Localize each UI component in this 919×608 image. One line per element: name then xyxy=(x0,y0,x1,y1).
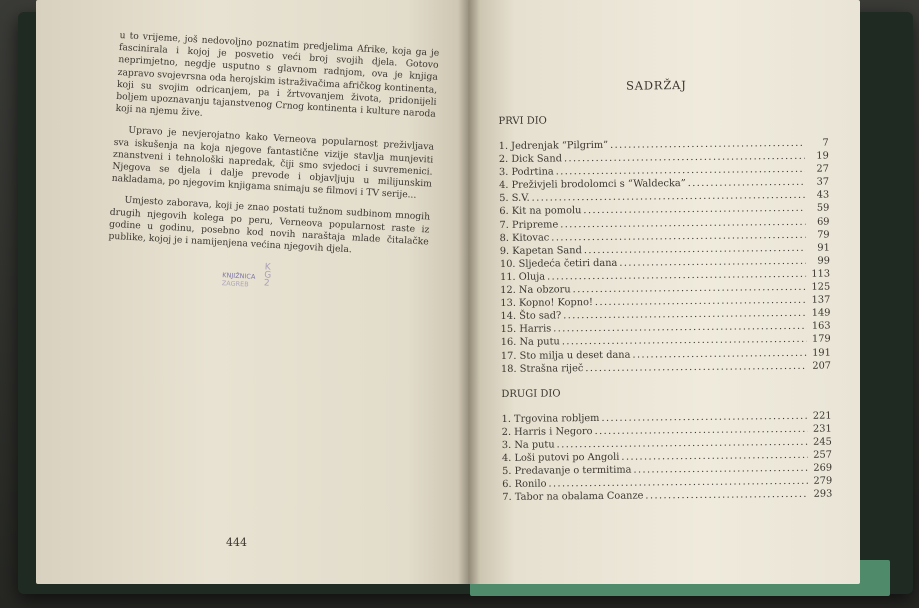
dot-leader xyxy=(594,424,807,437)
dot-leader xyxy=(564,151,805,165)
chapter-title: 1. Trgovina robljem xyxy=(501,412,600,425)
chapter-page: 113 xyxy=(811,268,831,280)
dot-leader xyxy=(584,243,806,256)
chapter-page: 99 xyxy=(817,255,830,267)
dot-leader xyxy=(562,334,807,348)
chapter-page: 137 xyxy=(811,294,831,306)
chapter-page: 293 xyxy=(813,488,833,500)
dot-leader xyxy=(601,410,807,423)
chapter-title: 5. Predavanje o termitima xyxy=(502,464,632,478)
dot-leader xyxy=(560,216,805,230)
chapter-title: 18. Strašna riječ xyxy=(500,362,584,375)
chapter-title: 10. Sljedeća četiri dana xyxy=(499,257,618,270)
chapter-title: 7. Tabor na obalama Coanze xyxy=(502,490,644,504)
toc-title: SADRŽAJ xyxy=(625,78,687,93)
dot-leader xyxy=(610,138,805,151)
chapter-title: 15. Harris xyxy=(500,323,552,336)
chapter-title: 1. Jedrenjak “Pilgrim” xyxy=(498,139,609,152)
stamp-code: K G 2 xyxy=(263,262,275,289)
dot-leader xyxy=(583,203,805,216)
chapter-title: 8. Kitovac xyxy=(499,232,550,244)
section-heading: PRVI DIO xyxy=(498,115,547,127)
dot-leader xyxy=(585,360,807,373)
chapter-title: 4. Preživjeli brodolomci s “Waldecka” xyxy=(499,178,686,192)
chapter-title: 16. Na putu xyxy=(500,336,560,349)
table-of-contents xyxy=(498,77,832,506)
chapter-page: 269 xyxy=(813,462,833,474)
chapter-title: 2. Dick Sand xyxy=(498,153,563,166)
chapter-title: 6. Kit na pomolu xyxy=(499,205,582,218)
chapter-page: 257 xyxy=(813,449,833,461)
toc-entry xyxy=(501,360,831,377)
dot-leader xyxy=(633,463,808,476)
dot-leader xyxy=(595,295,807,308)
dot-leader xyxy=(619,256,806,269)
chapter-page: 59 xyxy=(816,203,830,215)
dot-leader xyxy=(547,269,806,283)
dot-leader xyxy=(563,308,806,322)
section-heading: DRUGI DIO xyxy=(501,388,561,400)
chapter-title: 3. Na putu xyxy=(501,439,555,451)
chapter-page: 149 xyxy=(811,307,831,319)
dot-leader xyxy=(556,164,805,178)
paragraph: u to vrijeme, još nedovoljno poznatim predjelima Afrike, koja ga je fascinirala i kojoj je posvetio veći broj svojih djela. Gotovo neprimjetno, negdje usputno s glavnom radnjom, ova je knjiga zapravo svojevrsna oda herojskim istraživačima afričkog kontinenta, koji su svojim odricanjem, pa i žrtvovanjem života, pridonijeli boljem upoznavanju tajanstvenog Crnog kontinenta i kulture naroda koji na njemu žive. xyxy=(115,30,440,120)
left-page xyxy=(36,0,472,584)
chapter-page: 43 xyxy=(816,189,830,202)
paragraph: Umjesto zaborava, koji je znao postati tužnom sudbinom mnogih drugih njegovih kolega po peru, Verneova popularnost raste iz godine u godinu, posebno kod novih naraštaja mlade čitalačke publike, kojoj je i namijenjena većina njegovih djela. xyxy=(108,194,431,256)
chapter-page: 245 xyxy=(813,436,832,448)
dot-leader xyxy=(573,282,807,295)
paragraph: Upravo je nevjerojatno kako Verneova popularnost preživljava sva iskušenja na koja njegove fantastične vizije stavlja munjeviti znanstveni i tehnološki napredak, čiji smo svjedoci i suvremenici. Njegova se djela i dalje prevode i objavljuju u milijunskim nakladama, po njegovim knjigama snimaju se filmovi i TV serije... xyxy=(111,125,435,202)
dot-leader xyxy=(645,489,808,502)
chapter-page: 37 xyxy=(816,176,830,188)
chapter-page: 79 xyxy=(817,229,830,241)
chapter-title: 11. Oluja xyxy=(500,271,546,283)
dot-leader xyxy=(551,229,805,243)
chapter-page: 191 xyxy=(812,347,831,359)
chapter-title: 9. Kapetan Sand xyxy=(499,244,582,257)
dot-leader xyxy=(688,177,805,189)
chapter-page: 279 xyxy=(813,475,833,487)
chapter-page: 231 xyxy=(812,423,832,435)
chapter-page: 221 xyxy=(812,410,832,422)
dot-leader xyxy=(553,321,806,335)
chapter-title: 12. Na obzoru xyxy=(500,284,571,297)
toc-sections xyxy=(498,113,832,506)
dot-leader xyxy=(548,476,808,490)
toc-section xyxy=(498,113,831,377)
book-gutter xyxy=(458,0,480,584)
toc-section xyxy=(501,385,832,505)
chapter-title: 5. S.V. xyxy=(499,193,530,205)
dot-leader xyxy=(532,190,806,204)
chapter-page: 27 xyxy=(816,163,830,175)
library-stamp xyxy=(221,262,275,289)
stamp-line: ZAGREB xyxy=(221,279,249,289)
chapter-page: 207 xyxy=(812,360,832,372)
page-number: 444 xyxy=(226,536,247,549)
chapter-title: 2. Harris i Negoro xyxy=(501,425,593,438)
chapter-page: 19 xyxy=(816,150,829,162)
chapter-title: 7. Pripreme xyxy=(499,218,559,231)
chapter-title: 3. Podrtina xyxy=(498,166,554,179)
chapter-title: 4. Loši putovi po Angoli xyxy=(501,451,620,464)
stamp-line: KNJIŽNICA xyxy=(222,271,256,281)
chapter-page: 69 xyxy=(816,216,830,228)
chapter-page: 125 xyxy=(811,281,831,293)
chapter-title: 6. Ronilo xyxy=(502,478,547,491)
chapter-page: 163 xyxy=(811,320,831,333)
dot-leader xyxy=(557,437,808,451)
chapter-title: 17. Sto milja u deset dana xyxy=(500,349,631,362)
dot-leader xyxy=(632,347,807,360)
chapter-page: 91 xyxy=(817,242,830,254)
chapter-page: 179 xyxy=(811,333,831,346)
dot-leader xyxy=(621,450,808,463)
chapter-title: 13. Kopno! Kopno! xyxy=(500,297,593,310)
chapter-page: 7 xyxy=(822,137,829,149)
chapter-title: 14. Što sad? xyxy=(500,310,562,323)
afterword-text xyxy=(108,30,440,270)
